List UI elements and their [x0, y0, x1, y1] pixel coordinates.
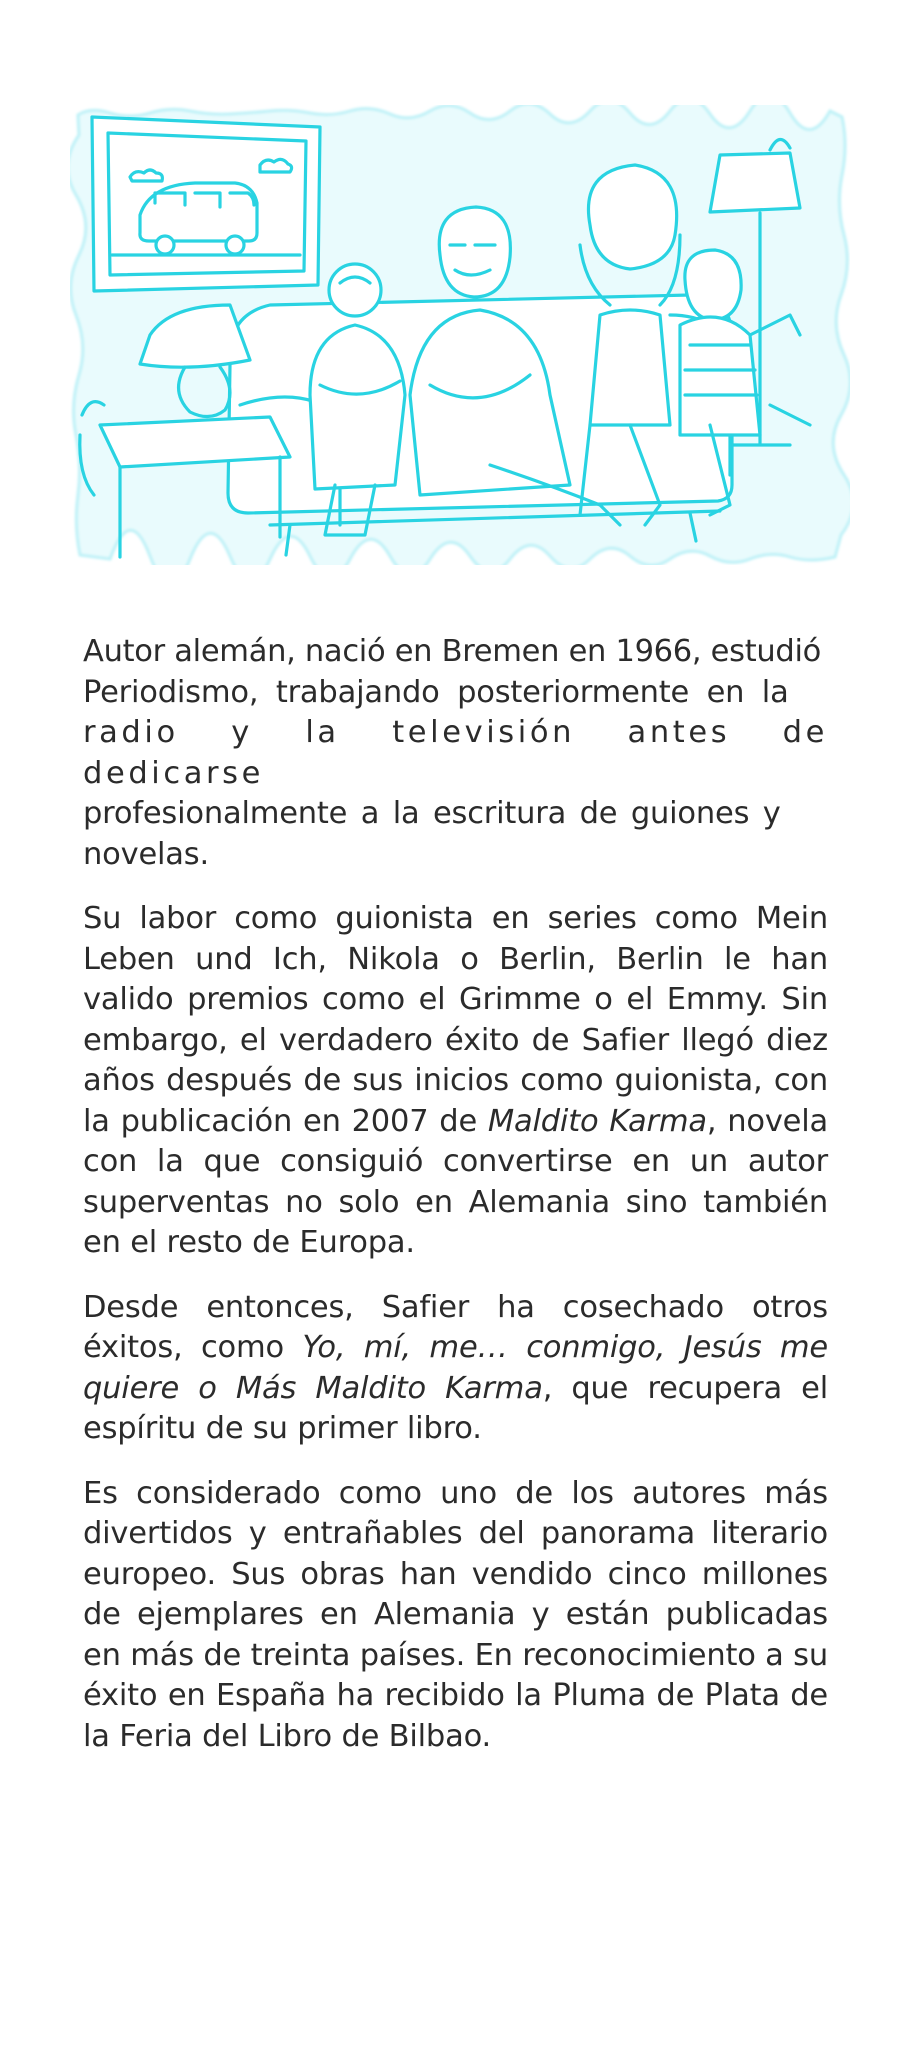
book-titles-list: Yo, mí, me… conmigo, Jesús me quiere o Más Maldito Karma	[83, 1330, 828, 1406]
bio-p1-line4: profesionalmente a la escritura de guiones y	[83, 796, 781, 831]
bio-p1-line1: Autor alemán, nació en Bremen en 1966, estudió	[83, 634, 822, 669]
author-bio	[83, 632, 828, 1781]
bio-paragraph-2	[83, 899, 828, 1264]
bio-paragraph-4: Es considerado como uno de los autores más divertidos y entrañables del panorama literario europeo. Sus obras han vendido cinco millones de ejemplares en Alemania y están publicadas en más de treinta países. En reconocimiento a su éxito en España ha recibido la Pluma de Plata de la Feria del Libro de Bilbao.	[83, 1475, 828, 1754]
family-on-sofa-illustration	[70, 105, 850, 565]
bio-paragraph-1	[83, 632, 828, 875]
bio-p1-line5: novelas.	[83, 836, 209, 872]
bio-p2-text-a: Su labor como guionista en series como Mein Leben und Ich, Nikola o Berlin, Berlin le han valido premios como el Grimme o el Emmy. Sin embargo, el verdadero éxito de Safier llegó diez años después de sus inicios como guionista, con la publicación en 2007 de	[83, 901, 828, 1139]
bio-p1-line3: radio y la televisión antes de dedicarse	[83, 715, 828, 791]
bio-p2-text-b: , novela con la que consiguió convertirse en un autor superventas no solo en Alemania sino también en el resto de Europa.	[83, 1103, 829, 1260]
bio-paragraph-3	[83, 1288, 828, 1450]
bio-p3-text-b: , que recupera el espíritu de su primer libro.	[83, 1370, 828, 1446]
bio-p1-line2: Periodismo, trabajando posteriormente en la	[83, 674, 789, 710]
book-title-maldito-karma: Maldito Karma	[487, 1103, 707, 1139]
bio-p3-text-a: Desde entonces, Safier ha cosechado otros éxitos, como	[83, 1289, 828, 1365]
